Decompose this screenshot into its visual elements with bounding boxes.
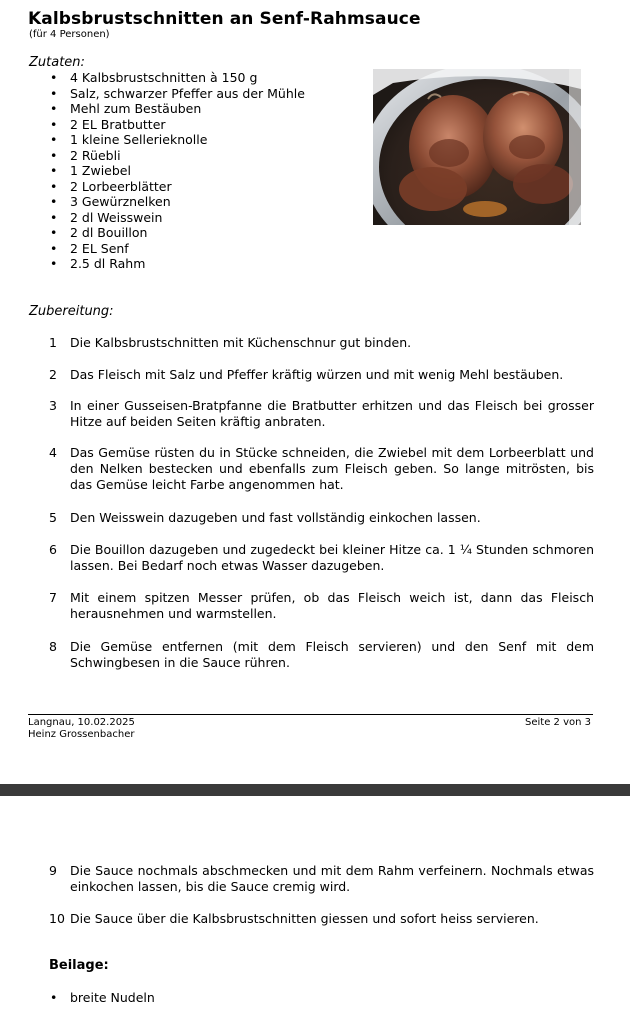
recipe-title: Kalbsbrustschnitten an Senf-Rahmsauce xyxy=(28,9,421,29)
footer-left xyxy=(28,717,135,741)
step-item xyxy=(49,367,594,383)
step-text: Die Gemüse entfernen (mit dem Fleisch servieren) und den Senf mit dem Schwingbesen in die Sauce rühren. xyxy=(70,639,594,670)
step-item xyxy=(49,335,594,351)
step-text: Den Weisswein dazugeben und fast vollständig einkochen lassen. xyxy=(70,510,481,525)
list-item: • 2 Rüebli xyxy=(50,147,121,163)
list-item: • 1 Zwiebel xyxy=(50,163,131,178)
step-item xyxy=(49,398,594,430)
bullet-icon: • xyxy=(50,70,58,85)
step-item xyxy=(49,863,594,895)
document-page-3 xyxy=(0,796,630,1021)
page-number: Seite 2 von 3 xyxy=(525,717,591,728)
servings-note: (für 4 Personen) xyxy=(29,29,110,40)
list-item: • 2 dl Bouillon xyxy=(50,225,148,240)
preparation-heading: Zubereitung: xyxy=(29,304,114,319)
step-text: Die Sauce über die Kalbsbrustschnitten giessen und sofort heiss servieren. xyxy=(70,911,539,926)
bullet-icon: • xyxy=(50,240,58,256)
list-item: • 4 Kalbsbrustschnitten à 150 g xyxy=(50,70,258,85)
step-number: 3 xyxy=(49,398,57,413)
list-item: • 2 EL Bratbutter xyxy=(50,116,166,132)
bullet-icon: • xyxy=(50,209,58,225)
list-item: • 2 dl Weisswein xyxy=(50,209,163,225)
footer-author: Heinz Grossenbacher xyxy=(28,729,135,740)
step-text: Mit einem spitzen Messer prüfen, ob das Fleisch weich ist, dann das Fleisch herausnehmen und warmstellen. xyxy=(70,590,594,621)
list-item: • 2.5 dl Rahm xyxy=(50,256,146,271)
step-item xyxy=(49,445,594,493)
page-separator xyxy=(0,784,630,796)
bullet-icon: • xyxy=(50,116,58,132)
bullet-icon: • xyxy=(50,990,58,1005)
step-number: 7 xyxy=(49,590,57,605)
list-item: • 1 kleine Sellerieknolle xyxy=(50,132,208,147)
list-item: • 3 Gewürznelken xyxy=(50,194,171,209)
step-text: Die Kalbsbrustschnitten mit Küchenschnur gut binden. xyxy=(70,335,412,350)
bullet-icon: • xyxy=(50,147,58,163)
step-text: In einer Gusseisen-Bratpfanne die Bratbutter erhitzen und das Fleisch bei grosser Hitze auf beiden Seiten kräftig anbraten. xyxy=(70,398,594,429)
ingredients-heading: Zutaten: xyxy=(29,55,85,70)
step-number: 5 xyxy=(49,510,57,525)
list-item: • Mehl zum Bestäuben xyxy=(50,101,202,116)
step-text: Das Gemüse rüsten du in Stücke schneiden, die Zwiebel mit dem Lorbeerblatt und den Nelken bestecken und ebenfalls zum Fleisch geben. So lange mitrösten, bis das Gemüse leicht Farbe angenommen hat. xyxy=(70,445,594,492)
side-dish-list xyxy=(50,990,155,1006)
bullet-icon: • xyxy=(50,101,58,116)
braised-veal-image xyxy=(373,69,581,225)
bullet-icon: • xyxy=(50,256,58,271)
step-number: 8 xyxy=(49,639,57,654)
step-number: 10 xyxy=(49,911,65,926)
bullet-icon: • xyxy=(50,85,58,101)
list-item: • 2 Lorbeerblätter xyxy=(50,178,172,194)
step-item xyxy=(49,639,594,671)
list-item: • breite Nudeln xyxy=(50,990,155,1005)
dish-photo xyxy=(373,69,581,225)
bullet-icon: • xyxy=(50,163,58,178)
step-item xyxy=(49,510,594,526)
step-number: 2 xyxy=(49,367,57,382)
side-dish-heading: Beilage: xyxy=(49,958,109,973)
step-number: 1 xyxy=(49,335,57,350)
list-item: • Salz, schwarzer Pfeffer aus der Mühle xyxy=(50,85,305,101)
footer-place-date: Langnau, 10.02.2025 xyxy=(28,717,135,728)
step-text: Die Sauce nochmals abschmecken und mit dem Rahm verfeinern. Nochmals etwas einkochen lassen, bis die Sauce cremig wird. xyxy=(70,863,594,894)
step-text: Die Bouillon dazugeben und zugedeckt bei kleiner Hitze ca. 1 ¼ Stunden schmoren lassen. Bei Bedarf noch etwas Wasser dazugeben. xyxy=(70,542,594,573)
bullet-icon: • xyxy=(50,178,58,194)
bullet-icon: • xyxy=(50,194,58,209)
step-number: 4 xyxy=(49,445,57,460)
step-item xyxy=(49,542,594,574)
footer-divider xyxy=(28,714,593,715)
step-item xyxy=(49,911,594,927)
ingredients-list xyxy=(50,70,305,272)
list-item: • 2 EL Senf xyxy=(50,240,129,256)
step-item xyxy=(49,590,594,622)
bullet-icon: • xyxy=(50,132,58,147)
step-number: 6 xyxy=(49,542,57,557)
step-number: 9 xyxy=(49,863,57,878)
step-text: Das Fleisch mit Salz und Pfeffer kräftig würzen und mit wenig Mehl bestäuben. xyxy=(70,367,564,382)
bullet-icon: • xyxy=(50,225,58,240)
